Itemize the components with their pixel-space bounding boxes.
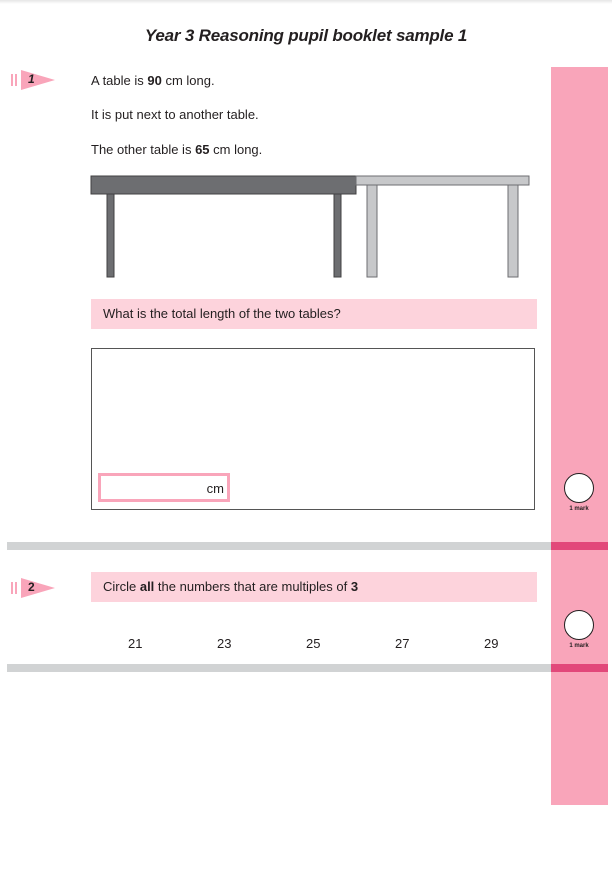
tables-illustration — [90, 174, 532, 280]
number-option[interactable]: 27 — [395, 636, 410, 651]
question-1-line-1 — [91, 73, 215, 88]
section-divider-accent — [551, 542, 608, 550]
number-option[interactable]: 25 — [306, 636, 321, 651]
question-1-line-3 — [91, 142, 262, 157]
text: The other table is — [91, 142, 196, 157]
section-divider-accent — [551, 664, 608, 672]
text: the numbers that are multiples of — [154, 579, 351, 594]
marking-sidebar — [551, 67, 608, 805]
mark-label: 1 mark — [569, 506, 589, 512]
bold-value: 90 — [147, 73, 162, 88]
text: Circle — [103, 579, 140, 594]
number-option[interactable]: 21 — [128, 636, 143, 651]
text: cm long. — [209, 142, 263, 157]
table-90cm-icon — [91, 176, 356, 277]
unit-label: cm — [206, 481, 224, 496]
number-option[interactable]: 29 — [484, 636, 499, 651]
working-box[interactable] — [91, 348, 535, 510]
question-2-mark — [564, 610, 594, 649]
marker-bars-icon — [11, 74, 17, 86]
question-number: 1 — [28, 72, 35, 86]
bold-value: 65 — [195, 142, 210, 157]
question-1-prompt: What is the total length of the two tables? — [91, 299, 537, 329]
question-1-line-2 — [91, 107, 259, 122]
text: cm long. — [161, 73, 215, 88]
answer-input[interactable] — [98, 473, 230, 502]
question-number: 2 — [28, 580, 35, 594]
text: It is put next to another table. — [91, 107, 259, 122]
bold-word: all — [139, 579, 155, 594]
page-top-shadow — [0, 0, 612, 4]
marker-bars-icon — [11, 582, 17, 594]
page-title: Year 3 Reasoning pupil booklet sample 1 — [144, 26, 468, 45]
section-divider — [7, 542, 551, 550]
question-2-marker — [11, 578, 59, 598]
pink-arrow-icon — [21, 578, 55, 598]
question-1-marker — [11, 70, 59, 90]
mark-circle-icon — [564, 610, 594, 640]
text: A table is — [91, 73, 148, 88]
mark-label: 1 mark — [569, 643, 589, 649]
mark-circle-icon — [564, 473, 594, 503]
section-divider — [7, 664, 551, 672]
question-1-mark — [564, 473, 594, 512]
question-2-prompt — [91, 572, 537, 602]
pink-arrow-icon — [21, 70, 55, 90]
bold-value: 3 — [350, 579, 359, 594]
number-option[interactable]: 23 — [217, 636, 232, 651]
table-65cm-icon — [356, 176, 529, 277]
